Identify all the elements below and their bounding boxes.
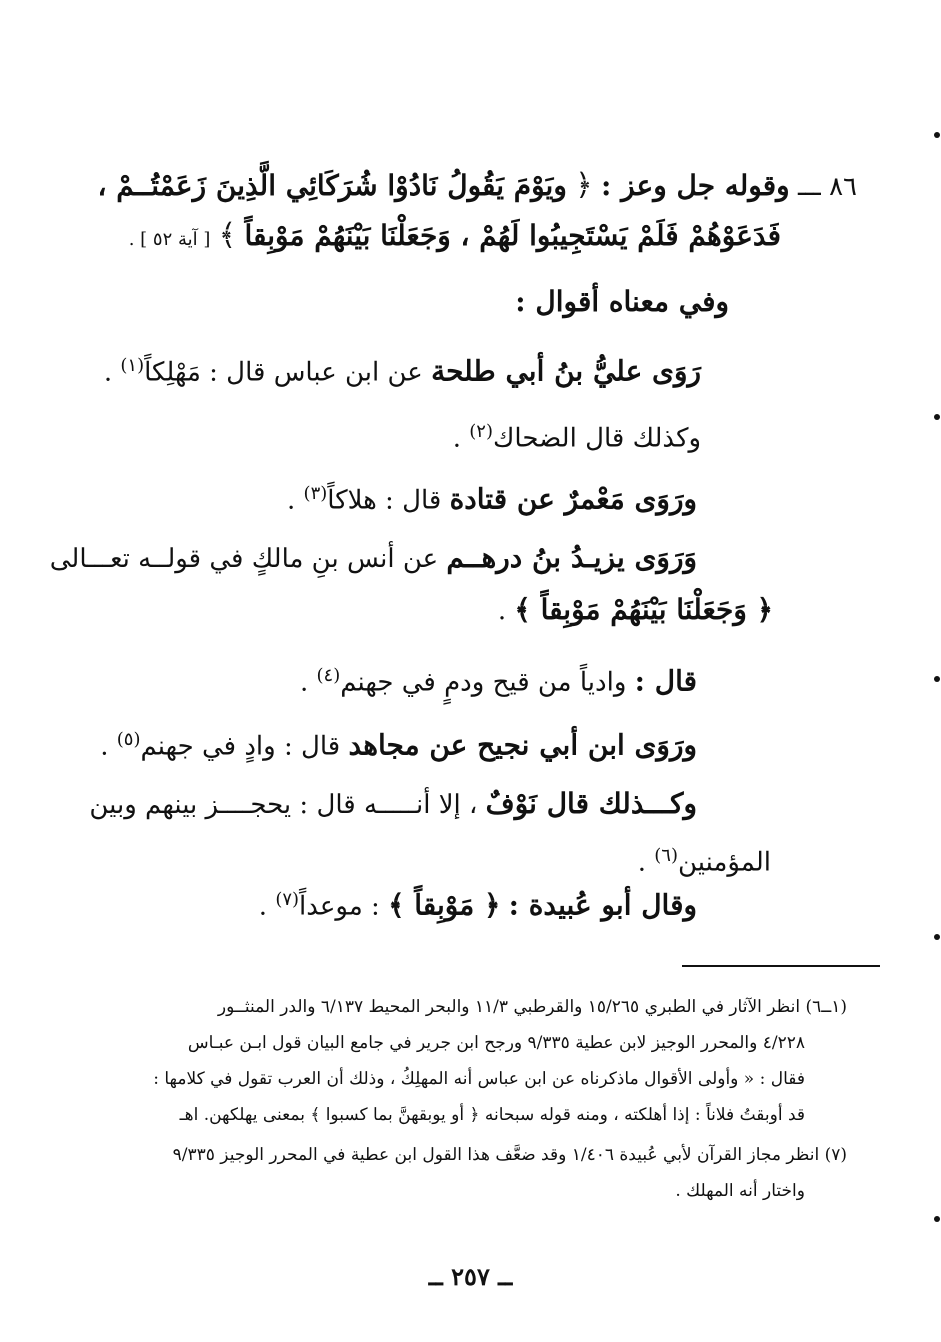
narration-line: ورَوَى مَعْمرٌ عن قتادة قال : هلاكاً$^{(٣)}$ . <box>287 482 697 516</box>
narration-line: وكذلك قال الضحاك$^{(٢)}$ . <box>452 421 701 454</box>
entry-number: ٨٦ <box>829 172 857 202</box>
narration-line: رَوَى عليُّ بنُ أبي طلحة عن ابن عباس قال : مَهْلِكاً$^{(١)}$ . <box>103 354 701 388</box>
quran-text: فَدَعَوْهُمْ فَلَمْ يَسْتَجِيبُوا لَهُمْ ، وَجَعَلْنَا بَيْنَهُمْ مَوْبِقاً <box>244 219 781 252</box>
section-heading: وفي معناه أقوال : <box>515 285 729 318</box>
quote-open-mark: ﴿ <box>575 168 593 203</box>
scan-mark <box>934 1216 940 1222</box>
footnote-ref: (٤) <box>316 665 341 686</box>
quran-line: ﴿ وَجَعَلْنَا بَيْنَهُمْ مَوْبِقاً ﴾ . <box>497 593 773 626</box>
footnote-line: (١ــ٦) انظر الآثار في الطبري ١٥/٢٦٥ والقرطبي ١١/٣ والبحر المحيط ٦/١٣٧ والدر المنثــور <box>217 997 847 1017</box>
verse-line-1: ٨٦ ـــ وقوله جل وعز : ﴿ ويَوْمَ يَقُولُ نَادُوْا شُرَكَائِي الَّذِينَ زَعَمْتُــمْ ، <box>97 168 857 203</box>
narration-line: ورَوَى ابن أبي نجيح عن مجاهد قال : وادٍ في جهنم$^{(٥)}$ . <box>100 728 697 762</box>
footnote-ref: (٦) <box>654 845 678 866</box>
narration-line: وَرَوَى يزيـدُ بنُ درهــم عن أنس بنِ مالكٍ في قولــه تعـــالى <box>49 541 697 574</box>
scan-mark <box>934 132 940 138</box>
narration-line: قال : وادياً من قيح ودمٍ في جهنم$^{(٤)}$ . <box>299 664 697 698</box>
footnote-line: قد أوبقتُ فلاناً : إذا أهلكته ، ومنه قوله سبحانه ﴿ أو يوبقهنَّ بما كسبوا ﴾ بمعنى يهلكهن. اهـ <box>179 1105 805 1125</box>
quote-close-mark: ﴾ <box>218 218 237 253</box>
footnote-ref: (٢) <box>469 421 493 442</box>
entry-lead: وقوله جل وعز : <box>600 169 790 202</box>
footnote-line: واختار أنه المهلك . <box>675 1181 805 1201</box>
scan-mark <box>934 676 940 682</box>
quran-text: ﴿ وَجَعَلْنَا بَيْنَهُمْ مَوْبِقاً ﴾ <box>514 593 773 626</box>
footnote-ref: (٥) <box>116 729 141 750</box>
footnote-ref: (٧) <box>275 889 300 910</box>
quran-text: ﴿ مَوْبِقاً ﴾ <box>388 888 501 922</box>
footnote-line: ٤/٢٢٨ والمحرر الوجيز لابن عطية ٩/٣٣٥ ورجح ابن جرير في جامع البيان قول ابـن عبـاس <box>187 1033 805 1053</box>
footnote-line: فقال : « وأولى الأقوال ماذكرناه عن ابن عباس أنه المهلِكُ ، وذلك أن العرب تقول في كلامها : <box>153 1069 805 1089</box>
footnote-divider <box>682 965 880 967</box>
verse-line-2 <box>129 216 781 260</box>
footnote-ref: (١) <box>120 355 145 376</box>
narration-line: وقال أبو عُبيدة : ﴿ مَوْبِقاً ﴾ : موعداً$^{(٧)}$ . <box>258 888 697 922</box>
page-number: ــ ٢٥٧ ــ <box>428 1262 513 1291</box>
quran-text: ويَوْمَ يَقُولُ نَادُوْا شُرَكَائِي الَّذِينَ زَعَمْتُــمْ ، <box>97 169 567 202</box>
narration-line: وكـــذلك قال نَوْفٌ ، إلا أنـــــه قال : يحجــــز بينهم وبين <box>89 787 697 820</box>
footnote-line: (٧) انظر مجاز القرآن لأبي عُبيدة ١/٤٠٦ وقد ضعَّف هذا القول ابن عطية في المحرر الوجيز ٩/٣٣٥ <box>172 1145 847 1165</box>
footnote-ref: (٣) <box>303 483 328 504</box>
narration-line: المؤمنين$^{(٦)}$ . <box>637 845 771 878</box>
scan-mark <box>934 414 940 420</box>
verse-reference: [ آية ٥٢ ] . <box>128 229 211 250</box>
scan-mark <box>934 934 940 940</box>
